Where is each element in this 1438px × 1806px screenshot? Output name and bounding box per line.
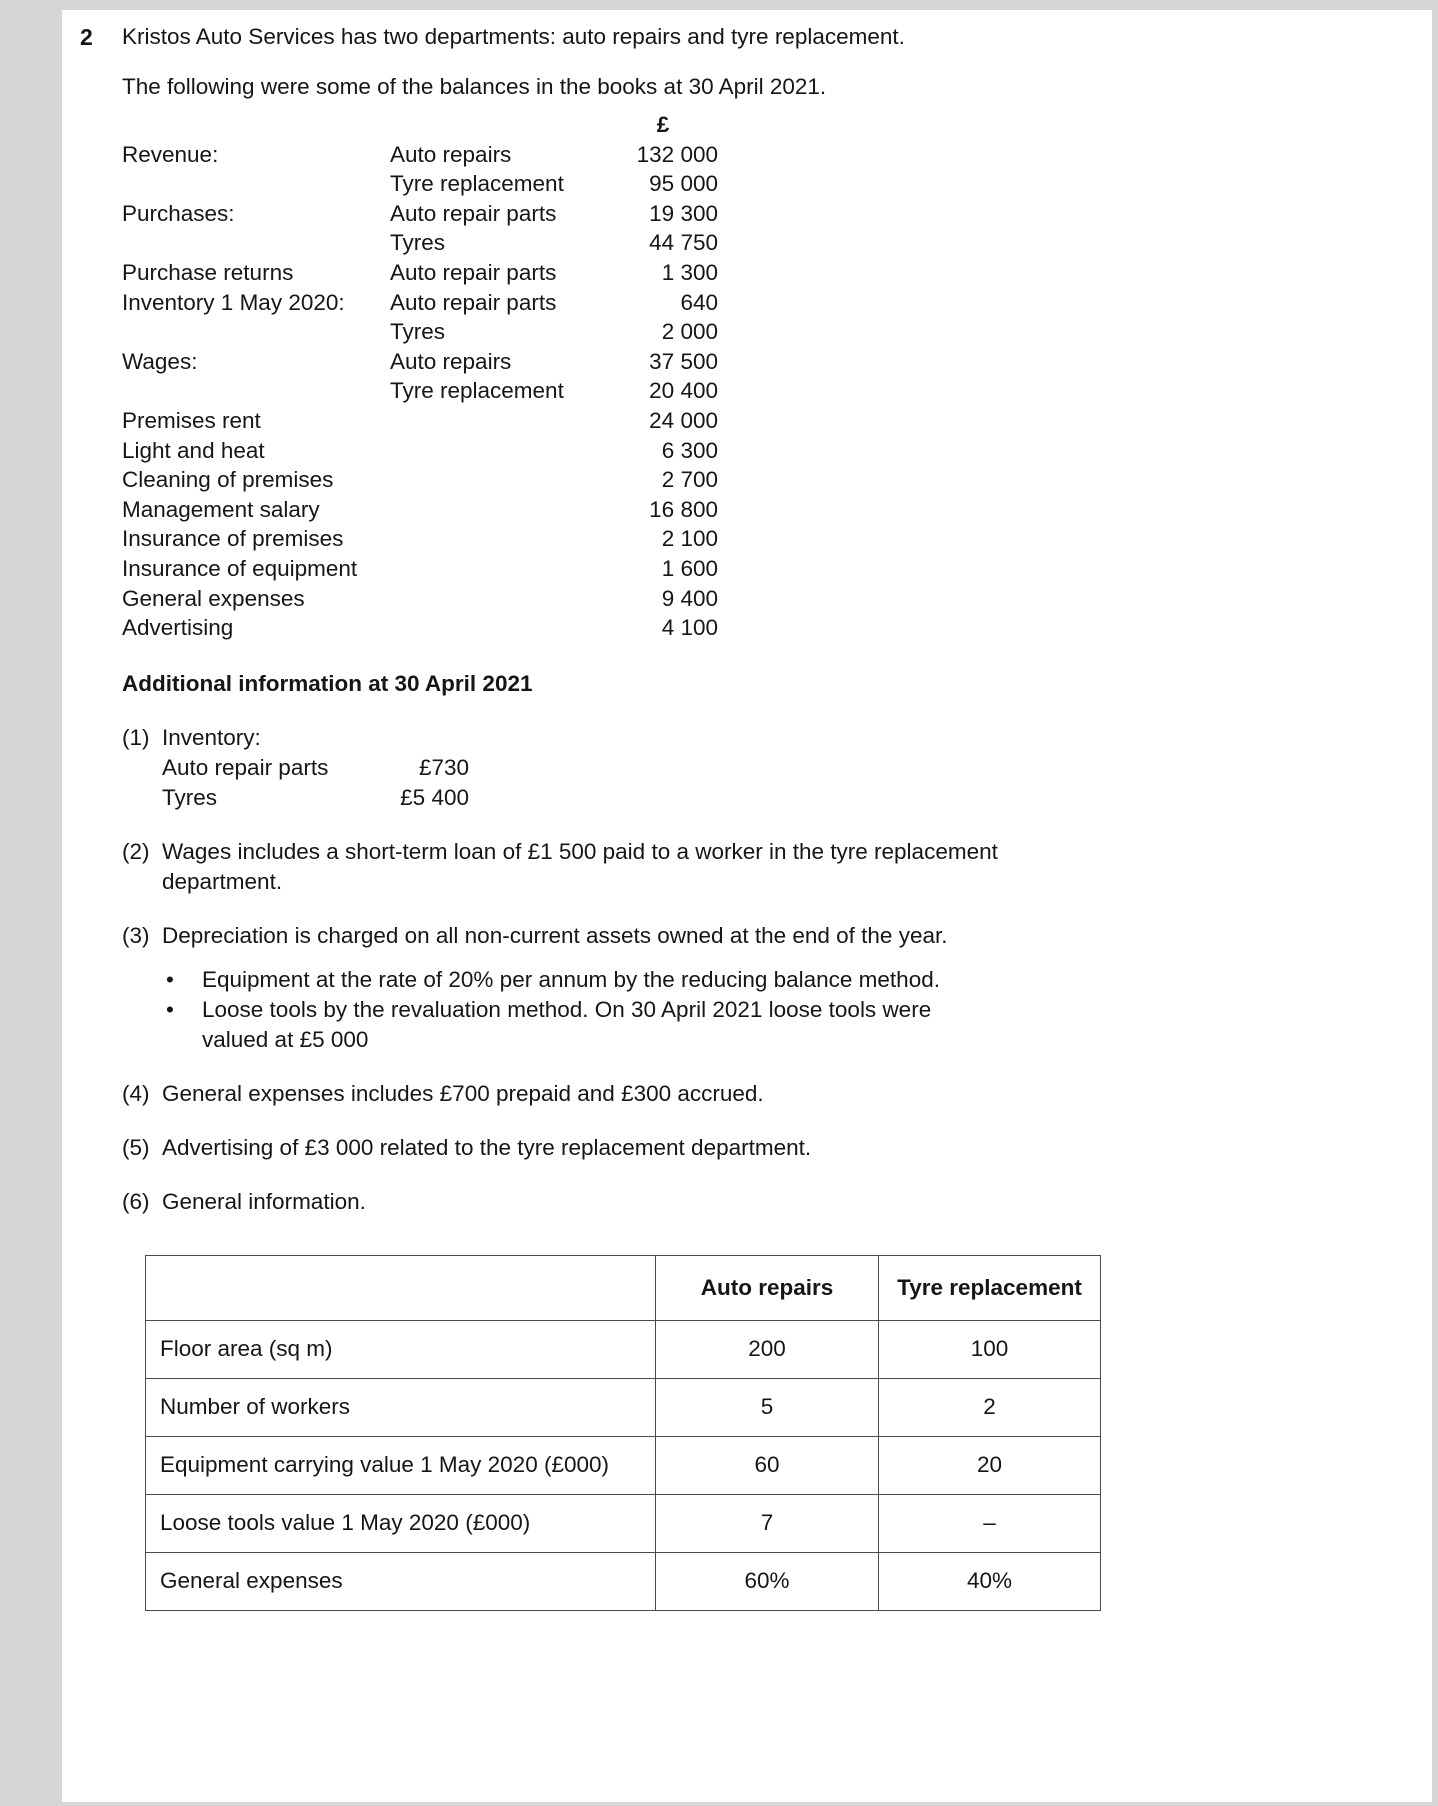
intro-line-2: The following were some of the balances in the books at 30 April 2021. [122, 74, 827, 99]
table-row [146, 1552, 1101, 1610]
note-3-bullets [162, 965, 1022, 1055]
note-number: (6) [122, 1188, 150, 1214]
balance-detail [390, 465, 608, 495]
balance-detail: Tyres [390, 319, 446, 345]
table-cell-tyre: – [879, 1494, 1101, 1552]
table-cell-auto: 5 [656, 1378, 879, 1436]
balance-row [122, 317, 1432, 347]
table-row [146, 1436, 1101, 1494]
note-6-general-information [122, 1187, 1432, 1217]
balance-label: Advertising [122, 615, 234, 641]
inventory-item-value: £730 [418, 754, 469, 780]
table-row-label: Equipment carrying value 1 May 2020 (£000) [146, 1436, 656, 1494]
table-header-row [146, 1255, 1101, 1320]
balance-row [122, 406, 1432, 436]
balance-label: Revenue: [122, 141, 219, 167]
note-5-advertising [122, 1133, 1432, 1163]
bullet-item [162, 995, 1022, 1055]
table-row-label: Floor area (sq m) [146, 1320, 656, 1378]
note-number: (2) [122, 838, 150, 864]
table-header-auto-repairs: Auto repairs [656, 1255, 879, 1320]
balance-detail [390, 613, 608, 643]
balance-amount: 640 [680, 289, 718, 315]
note-number: (5) [122, 1134, 150, 1160]
inventory-item [162, 753, 1022, 783]
balance-amount: 2 700 [661, 467, 718, 493]
balance-label [122, 228, 390, 258]
balance-detail [390, 554, 608, 584]
balance-label: Light and heat [122, 437, 265, 463]
currency-header: £ [656, 112, 670, 137]
table-header-tyre-replacement: Tyre replacement [879, 1255, 1101, 1320]
balance-amount: 24 000 [649, 407, 718, 433]
balance-amount: 2 100 [661, 526, 718, 552]
inventory-item-label: Auto repair parts [162, 754, 329, 780]
intro-line-1: Kristos Auto Services has two departments: auto repairs and tyre replacement. [122, 24, 905, 49]
note-6-text: General information. [162, 1188, 366, 1214]
balance-label: General expenses [122, 585, 305, 611]
balance-row [122, 554, 1432, 584]
balance-detail: Auto repairs [390, 141, 512, 167]
table-row-label: Loose tools value 1 May 2020 (£000) [146, 1494, 656, 1552]
balance-label [122, 317, 390, 347]
question-body [122, 22, 1432, 1611]
balance-detail [390, 436, 608, 466]
note-number: (4) [122, 1080, 150, 1106]
balance-row [122, 584, 1432, 614]
balance-amount: 37 500 [649, 348, 718, 374]
balance-row [122, 613, 1432, 643]
note-number: (3) [122, 922, 150, 948]
balance-amount: 20 400 [649, 378, 718, 404]
balance-row [122, 436, 1432, 466]
balance-label: Premises rent [122, 407, 261, 433]
general-information-table [145, 1255, 1101, 1611]
balance-amount: 2 000 [661, 319, 718, 345]
table-row-label: General expenses [146, 1552, 656, 1610]
inventory-item-label: Tyres [162, 784, 218, 810]
balance-detail [390, 406, 608, 436]
note-4-general-expenses [122, 1079, 1432, 1109]
balance-amount: 9 400 [661, 585, 718, 611]
balance-row [122, 495, 1432, 525]
balance-amount: 19 300 [649, 200, 718, 226]
balance-detail: Auto repair parts [390, 200, 557, 226]
balance-amount: 4 100 [661, 615, 718, 641]
balance-detail: Tyre replacement [390, 378, 564, 404]
balance-amount: 1 600 [661, 555, 718, 581]
table-cell-auto: 7 [656, 1494, 879, 1552]
balance-row [122, 376, 1432, 406]
table-cell-auto: 60% [656, 1552, 879, 1610]
balance-amount: 16 800 [649, 496, 718, 522]
table-row [146, 1378, 1101, 1436]
balance-detail: Auto repair parts [390, 289, 557, 315]
balance-label: Management salary [122, 496, 320, 522]
table-row-label: Number of workers [146, 1378, 656, 1436]
balance-row [122, 347, 1432, 377]
balance-amount: 6 300 [661, 437, 718, 463]
balance-label: Purchases: [122, 200, 235, 226]
note-1-inventory [122, 723, 1432, 813]
balance-detail [390, 524, 608, 554]
table-cell-auto: 200 [656, 1320, 879, 1378]
balance-detail: Auto repairs [390, 348, 512, 374]
balance-row [122, 258, 1432, 288]
balance-amount: 1 300 [661, 259, 718, 285]
bullet-icon: • [166, 966, 174, 992]
balances-list [122, 110, 1432, 643]
note-3-depreciation [122, 921, 1432, 1055]
table-row [146, 1320, 1101, 1378]
balance-row [122, 228, 1432, 258]
note-5-text: Advertising of £3 000 related to the tyre replacement department. [162, 1134, 812, 1160]
balance-detail [390, 495, 608, 525]
table-cell-tyre: 2 [879, 1378, 1101, 1436]
table-header-blank-cell [146, 1255, 656, 1320]
inventory-item [162, 783, 1022, 813]
balance-detail: Tyres [390, 230, 446, 256]
balance-label: Insurance of premises [122, 526, 344, 552]
bullet-text: Loose tools by the revaluation method. On 30 April 2021 loose tools were valued at £5 000 [202, 996, 932, 1052]
balance-amount: 44 750 [649, 230, 718, 256]
note-3-text: Depreciation is charged on all non-current assets owned at the end of the year. [162, 922, 948, 948]
table-row [146, 1494, 1101, 1552]
balance-label: Purchase returns [122, 259, 294, 285]
bullet-icon: • [166, 996, 174, 1022]
balance-row [122, 288, 1432, 318]
note-1-title: Inventory: [162, 724, 261, 750]
note-4-text: General expenses includes £700 prepaid and £300 accrued. [162, 1080, 764, 1106]
table-cell-auto: 60 [656, 1436, 879, 1494]
question-block [62, 10, 1432, 1611]
balance-label: Wages: [122, 348, 198, 374]
balance-row [122, 169, 1432, 199]
balance-amount: 132 000 [636, 141, 718, 167]
balance-row [122, 524, 1432, 554]
balance-detail: Auto repair parts [390, 259, 557, 285]
table-cell-tyre: 40% [879, 1552, 1101, 1610]
balances-header-row [122, 110, 1432, 140]
balance-label: Cleaning of premises [122, 467, 334, 493]
balance-label [122, 169, 390, 199]
bullet-text: Equipment at the rate of 20% per annum by the reducing balance method. [202, 966, 940, 992]
table-cell-tyre: 100 [879, 1320, 1101, 1378]
question-number: 2 [80, 24, 93, 50]
balance-row [122, 465, 1432, 495]
balance-detail [390, 584, 608, 614]
balance-row [122, 199, 1432, 229]
note-2-text: Wages includes a short-term loan of £1 500 paid to a worker in the tyre replacement department. [162, 838, 998, 894]
balance-amount: 95 000 [649, 171, 718, 197]
note-2-wages [122, 837, 1432, 897]
balance-label: Insurance of equipment [122, 555, 358, 581]
document-page [62, 10, 1432, 1802]
table-cell-tyre: 20 [879, 1436, 1101, 1494]
balance-label: Inventory 1 May 2020: [122, 289, 345, 315]
bullet-item [162, 965, 1022, 995]
balance-detail: Tyre replacement [390, 171, 564, 197]
balance-label [122, 376, 390, 406]
note-number: (1) [122, 724, 150, 750]
additional-information-heading: Additional information at 30 April 2021 [122, 670, 533, 696]
inventory-item-value: £5 400 [400, 784, 469, 810]
balance-row [122, 140, 1432, 170]
